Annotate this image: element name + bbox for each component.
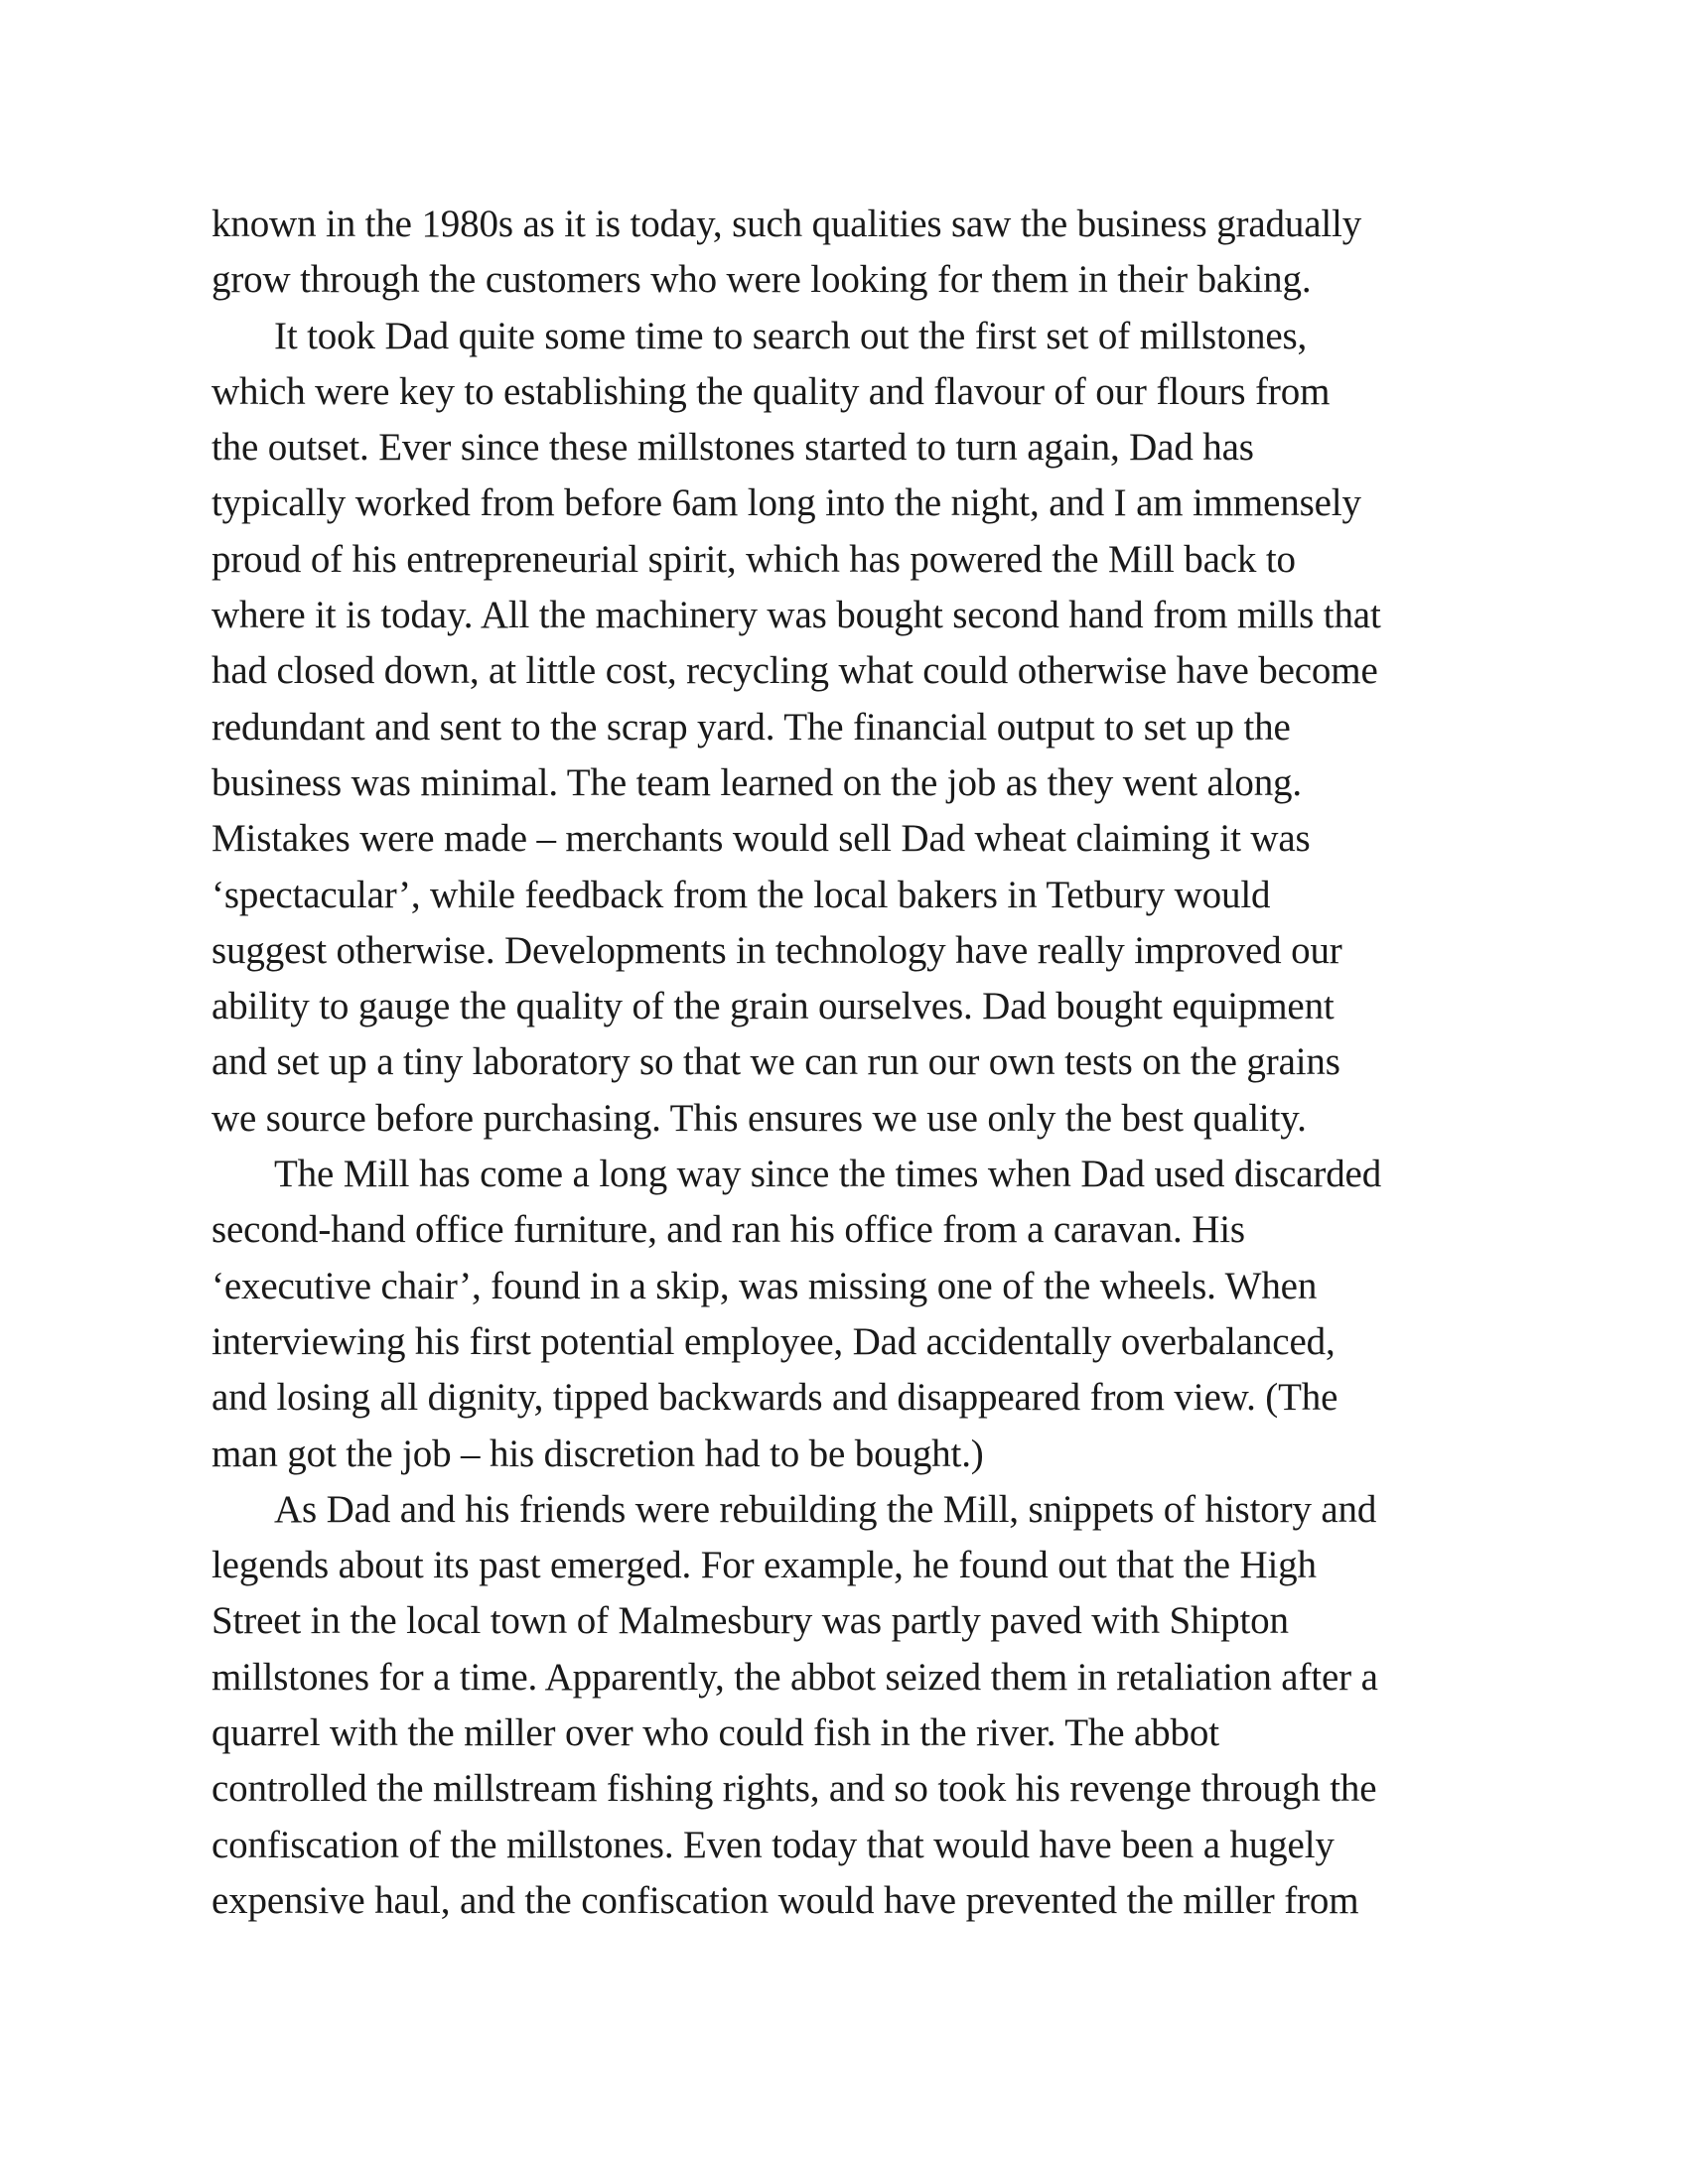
text-line: quarrel with the miller over who could fish in the river. The abbot	[211, 1711, 1219, 1755]
text-line: ‘spectacular’, while feedback from the local bakers in Tetbury would	[211, 873, 1271, 916]
text-line: known in the 1980s as it is today, such qualities saw the business gradually	[211, 203, 1362, 245]
text-line: we source before purchasing. This ensures we use only the best quality.	[211, 1096, 1307, 1140]
text-line: The Mill has come a long way since the times when Dad used discarded	[274, 1153, 1382, 1196]
text-line: expensive haul, and the confiscation would have prevented the miller from	[211, 1878, 1359, 1922]
text-line: typically worked from before 6am long into the night, and I am immensely	[211, 481, 1361, 525]
text-line: proud of his entrepreneurial spirit, which has powered the Mill back to	[211, 537, 1296, 581]
text-line: As Dad and his friends were rebuilding the Mill, snippets of history and	[274, 1487, 1377, 1531]
text-line: ability to gauge the quality of the grain ourselves. Dad bought equipment	[211, 985, 1335, 1028]
text-line: grow through the customers who were looking for them in their baking.	[211, 258, 1312, 302]
text-line: and set up a tiny laboratory so that we can run our own tests on the grains	[211, 1040, 1340, 1084]
paragraph-3	[211, 1147, 1492, 1482]
text-line: confiscation of the millstones. Even today that would have been a hugely	[211, 1823, 1335, 1866]
text-line: interviewing his first potential employee, Dad accidentally overbalanced,	[211, 1319, 1336, 1363]
text-line: second-hand office furniture, and ran his office from a caravan. His	[211, 1208, 1245, 1252]
text-line: Mistakes were made – merchants would sell Dad wheat claiming it was	[211, 817, 1311, 861]
text-line: millstones for a time. Apparently, the abbot seized them in retaliation after a	[211, 1655, 1378, 1699]
text-line: Street in the local town of Malmesbury was partly paved with Shipton	[211, 1599, 1289, 1643]
text-line: ‘executive chair’, found in a skip, was missing one of the wheels. When	[211, 1264, 1318, 1307]
text-line: the outset. Ever since these millstones started to turn again, Dad has	[211, 426, 1254, 470]
text-line: controlled the millstream fishing rights, and so took his revenge through the	[211, 1767, 1377, 1811]
text-line: business was minimal. The team learned on the job as they went along.	[211, 760, 1303, 804]
text-line: It took Dad quite some time to search out the first set of millstones,	[274, 314, 1308, 357]
text-line: which were key to establishing the quality and flavour of our flours from	[211, 369, 1331, 413]
text-line: where it is today. All the machinery was bought second hand from mills that	[211, 594, 1381, 637]
text-line: man got the job – his discretion had to be bought.)	[211, 1432, 984, 1475]
text-line: had closed down, at little cost, recycling what could otherwise have become	[211, 649, 1378, 693]
text-line: redundant and sent to the scrap yard. The financial output to set up the	[211, 705, 1291, 749]
paragraph-2	[211, 309, 1492, 1147]
text-line: suggest otherwise. Developments in technology have really improved our	[211, 928, 1342, 972]
text-line: legends about its past emerged. For example, he found out that the High	[211, 1544, 1317, 1587]
text-line: and losing all dignity, tipped backwards and disappeared from view. (The	[211, 1376, 1338, 1420]
document-page	[211, 197, 1492, 1929]
paragraph-4	[211, 1482, 1492, 1929]
paragraph-1	[211, 197, 1492, 309]
